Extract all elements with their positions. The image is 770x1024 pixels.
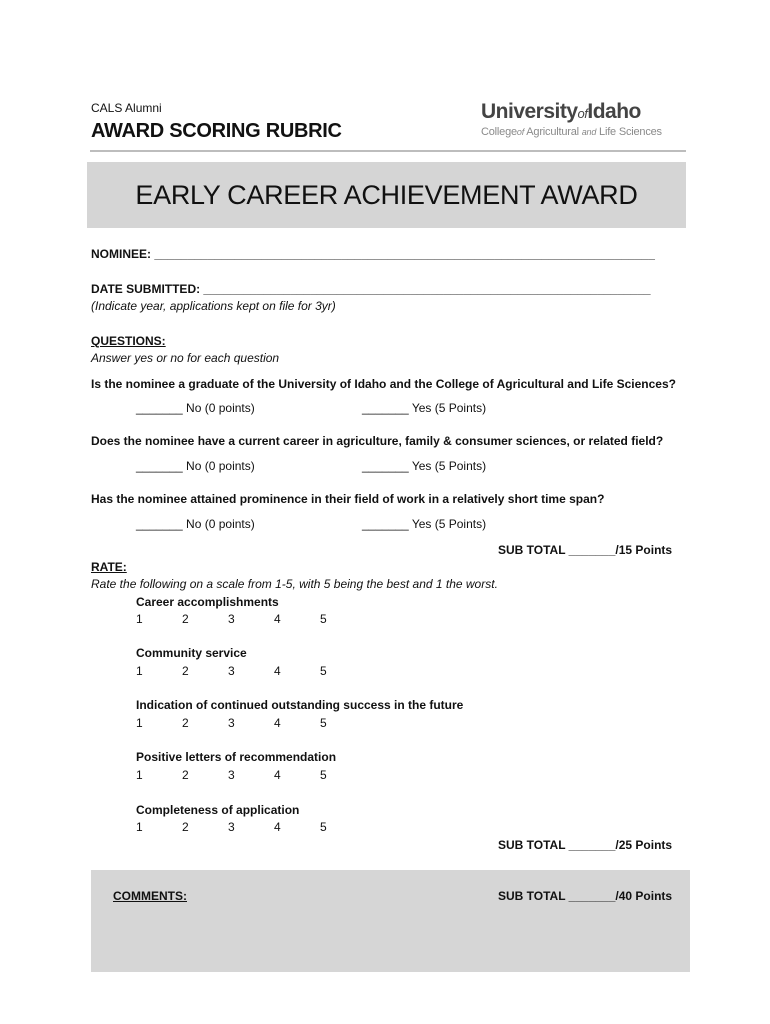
university-logo: UniversityofIdaho Collegeof Agricultural and Life Sciences: [481, 100, 662, 138]
total-score[interactable]: SUB TOTAL _______/40 Points: [498, 889, 673, 903]
question-2-yes-option[interactable]: _______ Yes (5 Points): [362, 459, 487, 473]
rating-3[interactable]: 3: [228, 768, 235, 782]
rate-heading: RATE:: [91, 560, 127, 574]
rating-4[interactable]: 4: [274, 612, 281, 626]
rating-4[interactable]: 4: [274, 768, 281, 782]
question-1-no-option[interactable]: _______ No (0 points): [136, 401, 255, 415]
rating-3[interactable]: 3: [228, 664, 235, 678]
rating-scale[interactable]: [136, 820, 366, 834]
rating-scale[interactable]: [136, 612, 366, 626]
rating-5[interactable]: 5: [320, 664, 327, 678]
rating-1[interactable]: 1: [136, 716, 143, 730]
rating-3[interactable]: 3: [228, 612, 235, 626]
rating-1[interactable]: 1: [136, 820, 143, 834]
rate-item-label: Completeness of application: [136, 803, 300, 817]
rate-subtotal[interactable]: SUB TOTAL _______/25 Points: [498, 838, 673, 852]
rating-scale[interactable]: [136, 664, 366, 678]
rating-2[interactable]: 2: [182, 612, 189, 626]
rating-5[interactable]: 5: [320, 768, 327, 782]
page-title: AWARD SCORING RUBRIC: [91, 120, 342, 142]
question-3-yes-option[interactable]: _______ Yes (5 Points): [362, 517, 487, 531]
question-2-text: Does the nominee have a current career in agriculture, family & consumer sciences, or related field?: [91, 434, 664, 448]
rating-2[interactable]: 2: [182, 768, 189, 782]
rating-4[interactable]: 4: [274, 664, 281, 678]
header-divider: [90, 150, 686, 152]
rating-3[interactable]: 3: [228, 820, 235, 834]
date-note: (Indicate year, applications kept on file for 3yr): [91, 299, 336, 313]
date-submitted-field[interactable]: DATE SUBMITTED: ___________________________________________________________________: [91, 282, 651, 296]
rate-instruction: Rate the following on a scale from 1-5, with 5 being the best and 1 the worst.: [91, 577, 498, 591]
rating-scale[interactable]: [136, 768, 366, 782]
question-2-no-option[interactable]: _______ No (0 points): [136, 459, 255, 473]
questions-subtotal[interactable]: SUB TOTAL _______/15 Points: [498, 543, 673, 557]
rate-item-label: Career accomplishments: [136, 595, 279, 609]
rate-item-label: Positive letters of recommendation: [136, 750, 337, 764]
rating-4[interactable]: 4: [274, 716, 281, 730]
rating-2[interactable]: 2: [182, 820, 189, 834]
questions-instruction: Answer yes or no for each question: [91, 351, 280, 365]
award-title: EARLY CAREER ACHIEVEMENT AWARD: [135, 180, 638, 210]
comments-box[interactable]: [91, 870, 690, 972]
rating-5[interactable]: 5: [320, 612, 327, 626]
rating-5[interactable]: 5: [320, 716, 327, 730]
header-subtitle: CALS Alumni: [91, 101, 162, 115]
title-banner: [87, 162, 686, 228]
question-3-no-option[interactable]: _______ No (0 points): [136, 517, 255, 531]
nominee-field[interactable]: NOMINEE: ___________________________________________________________________________: [91, 247, 655, 261]
questions-heading: QUESTIONS:: [91, 334, 166, 348]
rate-item-label: Indication of continued outstanding success in the future: [136, 698, 464, 712]
rating-2[interactable]: 2: [182, 664, 189, 678]
question-1-yes-option[interactable]: _______ Yes (5 Points): [362, 401, 487, 415]
question-3-text: Has the nominee attained prominence in their field of work in a relatively short time span?: [91, 492, 605, 506]
rate-item-label: Community service: [136, 646, 247, 660]
comments-label: COMMENTS:: [113, 889, 187, 903]
rating-2[interactable]: 2: [182, 716, 189, 730]
rating-scale[interactable]: [136, 716, 366, 730]
rating-3[interactable]: 3: [228, 716, 235, 730]
rating-1[interactable]: 1: [136, 612, 143, 626]
question-1-text: Is the nominee a graduate of the University of Idaho and the College of Agricultural and Life Sciences?: [91, 377, 676, 391]
rating-5[interactable]: 5: [320, 820, 327, 834]
rating-1[interactable]: 1: [136, 664, 143, 678]
rating-4[interactable]: 4: [274, 820, 281, 834]
rating-1[interactable]: 1: [136, 768, 143, 782]
